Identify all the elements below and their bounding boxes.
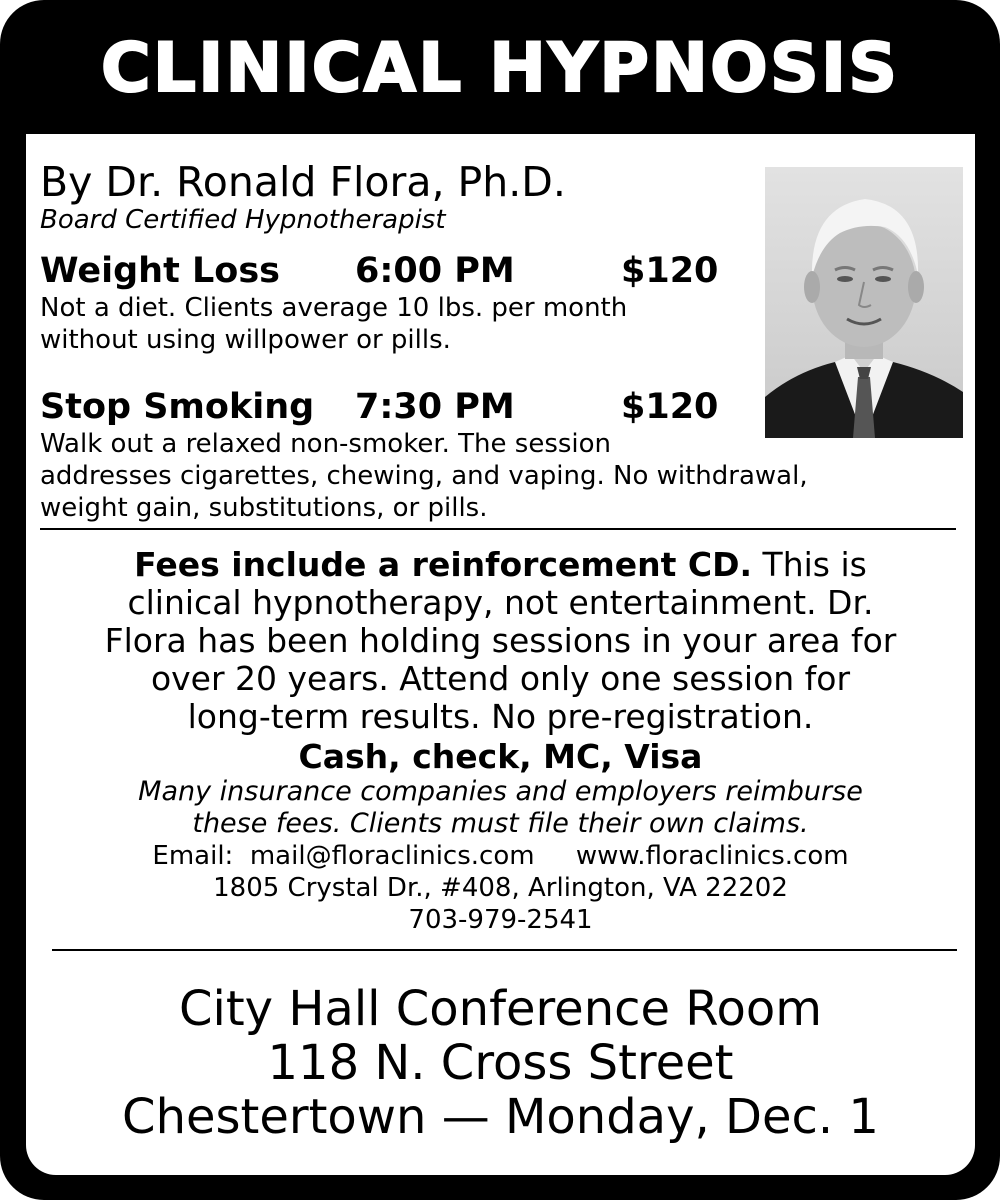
session-stop-smoking-heading bbox=[40, 386, 718, 428]
session-price: $120 bbox=[621, 387, 719, 427]
venue-town-date: Chestertown — Monday, Dec. 1 bbox=[122, 1089, 879, 1145]
session-description-line: Not a diet. Clients average 10 lbs. per month bbox=[40, 293, 628, 323]
ad-panel bbox=[26, 134, 975, 1175]
session-name: Weight Loss bbox=[40, 251, 280, 291]
session-description-line: weight gain, substitutions, or pills. bbox=[40, 493, 488, 523]
venue-name: City Hall Conference Room bbox=[178, 981, 822, 1037]
ad-title: CLINICAL HYPNOSIS bbox=[100, 29, 900, 108]
info-line-5: long-term results. No pre-registration. bbox=[187, 697, 814, 736]
venue-street: 118 N. Cross Street bbox=[267, 1035, 734, 1091]
mailing-address: 1805 Crystal Dr., #408, Arlington, VA 22202 bbox=[213, 873, 788, 903]
session-description-line: addresses cigarettes, chewing, and vaping. No withdrawal, bbox=[40, 461, 808, 491]
info-line-4: over 20 years. Attend only one session for bbox=[150, 659, 851, 698]
insurance-note-2: these fees. Clients must file their own claims. bbox=[192, 808, 809, 839]
info-lead: Fees include a reinforcement CD. bbox=[134, 545, 753, 584]
section-divider bbox=[40, 528, 956, 530]
session-description-line: Walk out a relaxed non-smoker. The session bbox=[40, 429, 612, 459]
insurance-note-1: Many insurance companies and employers reimburse bbox=[138, 776, 863, 807]
email-link[interactable]: mail@floraclinics.com bbox=[249, 841, 535, 871]
info-line-3: Flora has been holding sessions in your area for bbox=[104, 621, 897, 660]
email-label: Email: bbox=[152, 841, 234, 871]
author-credential: Board Certified Hypnotherapist bbox=[40, 205, 446, 235]
session-weight-loss-heading bbox=[40, 250, 718, 292]
phone-number: 703-979-2541 bbox=[408, 905, 593, 935]
session-price: $120 bbox=[621, 251, 719, 291]
session-description-line: without using willpower or pills. bbox=[40, 325, 451, 355]
info-line-2: clinical hypnotherapy, not entertainment. Dr. bbox=[127, 583, 874, 622]
section-divider bbox=[52, 949, 957, 951]
session-name: Stop Smoking bbox=[40, 387, 315, 427]
info-line-1-rest: This is bbox=[752, 545, 867, 584]
payment-methods: Cash, check, MC, Visa bbox=[298, 737, 703, 776]
author-byline: By Dr. Ronald Flora, Ph.D. bbox=[40, 158, 566, 206]
session-time: 6:00 PM bbox=[355, 251, 515, 291]
info-line-1 bbox=[26, 546, 975, 584]
doctor-portrait-photo bbox=[765, 167, 963, 438]
contact-line bbox=[26, 840, 975, 872]
session-time: 7:30 PM bbox=[355, 387, 515, 427]
website-link[interactable]: www.floraclinics.com bbox=[575, 841, 849, 871]
